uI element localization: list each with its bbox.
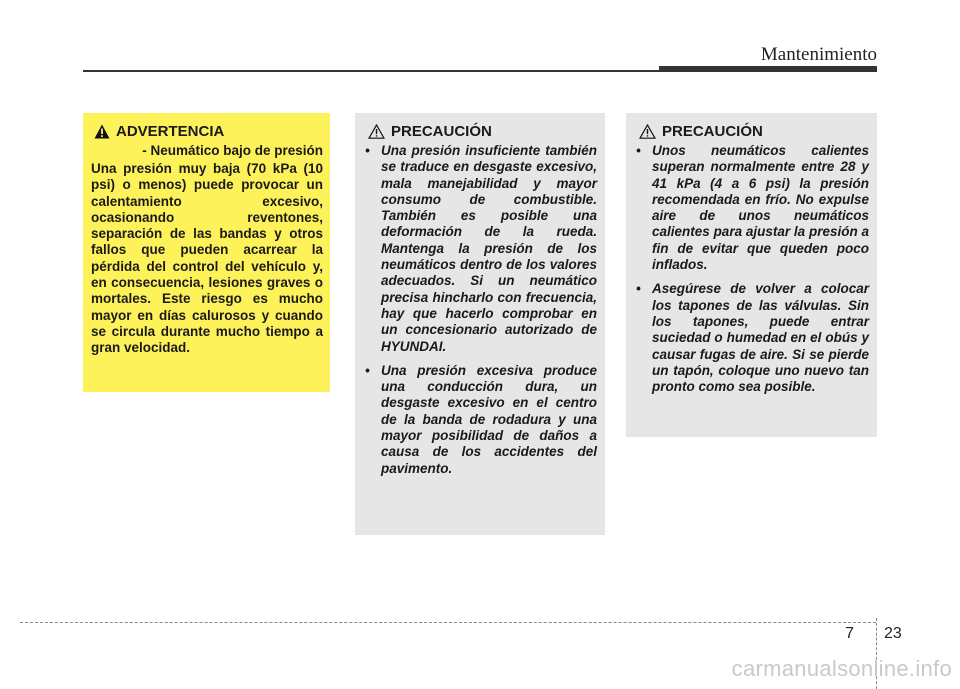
footer-rule bbox=[20, 622, 876, 623]
warning-box bbox=[83, 113, 330, 392]
caution-title-row-2 bbox=[639, 123, 869, 140]
caution-item bbox=[365, 363, 597, 477]
caution-title-1: PRECAUCIÓN bbox=[391, 123, 492, 140]
caution-item-text: Unos neumáticos calientes superan normalmente entre 28 y 41 kPa (4 a 6 psi) la presión recomendada en frío. No expulse aire de unos neumáticos calientes para ajustar la presión a fin de evitar que queden poco inflados. bbox=[652, 143, 869, 273]
caution-triangle-icon bbox=[639, 124, 656, 139]
bullet-icon: • bbox=[636, 143, 641, 158]
bullet-icon: • bbox=[365, 143, 370, 158]
warning-subtitle: - Neumático bajo de presión bbox=[142, 143, 323, 158]
caution-box-1 bbox=[355, 113, 605, 535]
caution-title-row-1 bbox=[368, 123, 597, 140]
warning-title-row bbox=[94, 123, 323, 140]
warning-title: ADVERTENCIA bbox=[116, 123, 225, 140]
warning-text: Una presión muy baja (70 kPa (10 psi) o menos) puede provocar un calentamiento excesivo, ocasionando reventones, separación de las bandas y otros fallos que pueden acarrear la pérdida del control del vehículo y, en consecuencia, lesiones graves o mortales. Este riesgo es mucho mayor en días calurosos y cuando se circula durante mucho tiempo a gran velocidad. bbox=[91, 161, 323, 356]
caution-item bbox=[636, 281, 869, 395]
caution-box-2 bbox=[626, 113, 877, 437]
bullet-icon: • bbox=[636, 281, 641, 297]
page-number: 23 bbox=[884, 625, 902, 642]
header-rule bbox=[83, 70, 663, 72]
caution-item-text: Asegúrese de volver a colocar los tapones de las válvulas. Sin los tapones, puede entrar suciedad o humedad en el obús y causar fugas de aire. Si se pierde un tapón, coloque uno nuevo tan pronto como sea posible. bbox=[652, 281, 869, 395]
page-header-title: Mantenimiento bbox=[760, 44, 877, 65]
header-rule-thick bbox=[659, 66, 877, 72]
caution-list-1 bbox=[365, 143, 597, 477]
caution-item-text: Una presión insuficiente también se traduce en desgaste excesivo, mala manejabilidad y mayor consumo de combustible. También es posible una deformación de la rueda. Mantenga la presión de los neumáticos dentro de los valores adecuados. Si un neumático precisa hincharlo con frecuencia, hay que hacerlo comprobar en un concesionario autorizado de HYUNDAI. bbox=[381, 143, 597, 354]
caution-list-2 bbox=[636, 143, 869, 395]
warning-triangle-icon bbox=[94, 124, 110, 139]
caution-item bbox=[636, 143, 869, 273]
caution-triangle-icon bbox=[368, 124, 385, 139]
watermark: carmanualsonline.info bbox=[731, 656, 952, 681]
caution-item bbox=[365, 143, 597, 355]
caution-title-2: PRECAUCIÓN bbox=[662, 123, 763, 140]
chapter-number: 7 bbox=[845, 625, 854, 642]
bullet-icon: • bbox=[365, 362, 370, 378]
caution-item-text: Una presión excesiva produce una conducción dura, un desgaste excesivo en el centro de la banda de rodadura y una mayor posibilidad de daños a causa de los accidentes del pavimento. bbox=[381, 362, 597, 476]
